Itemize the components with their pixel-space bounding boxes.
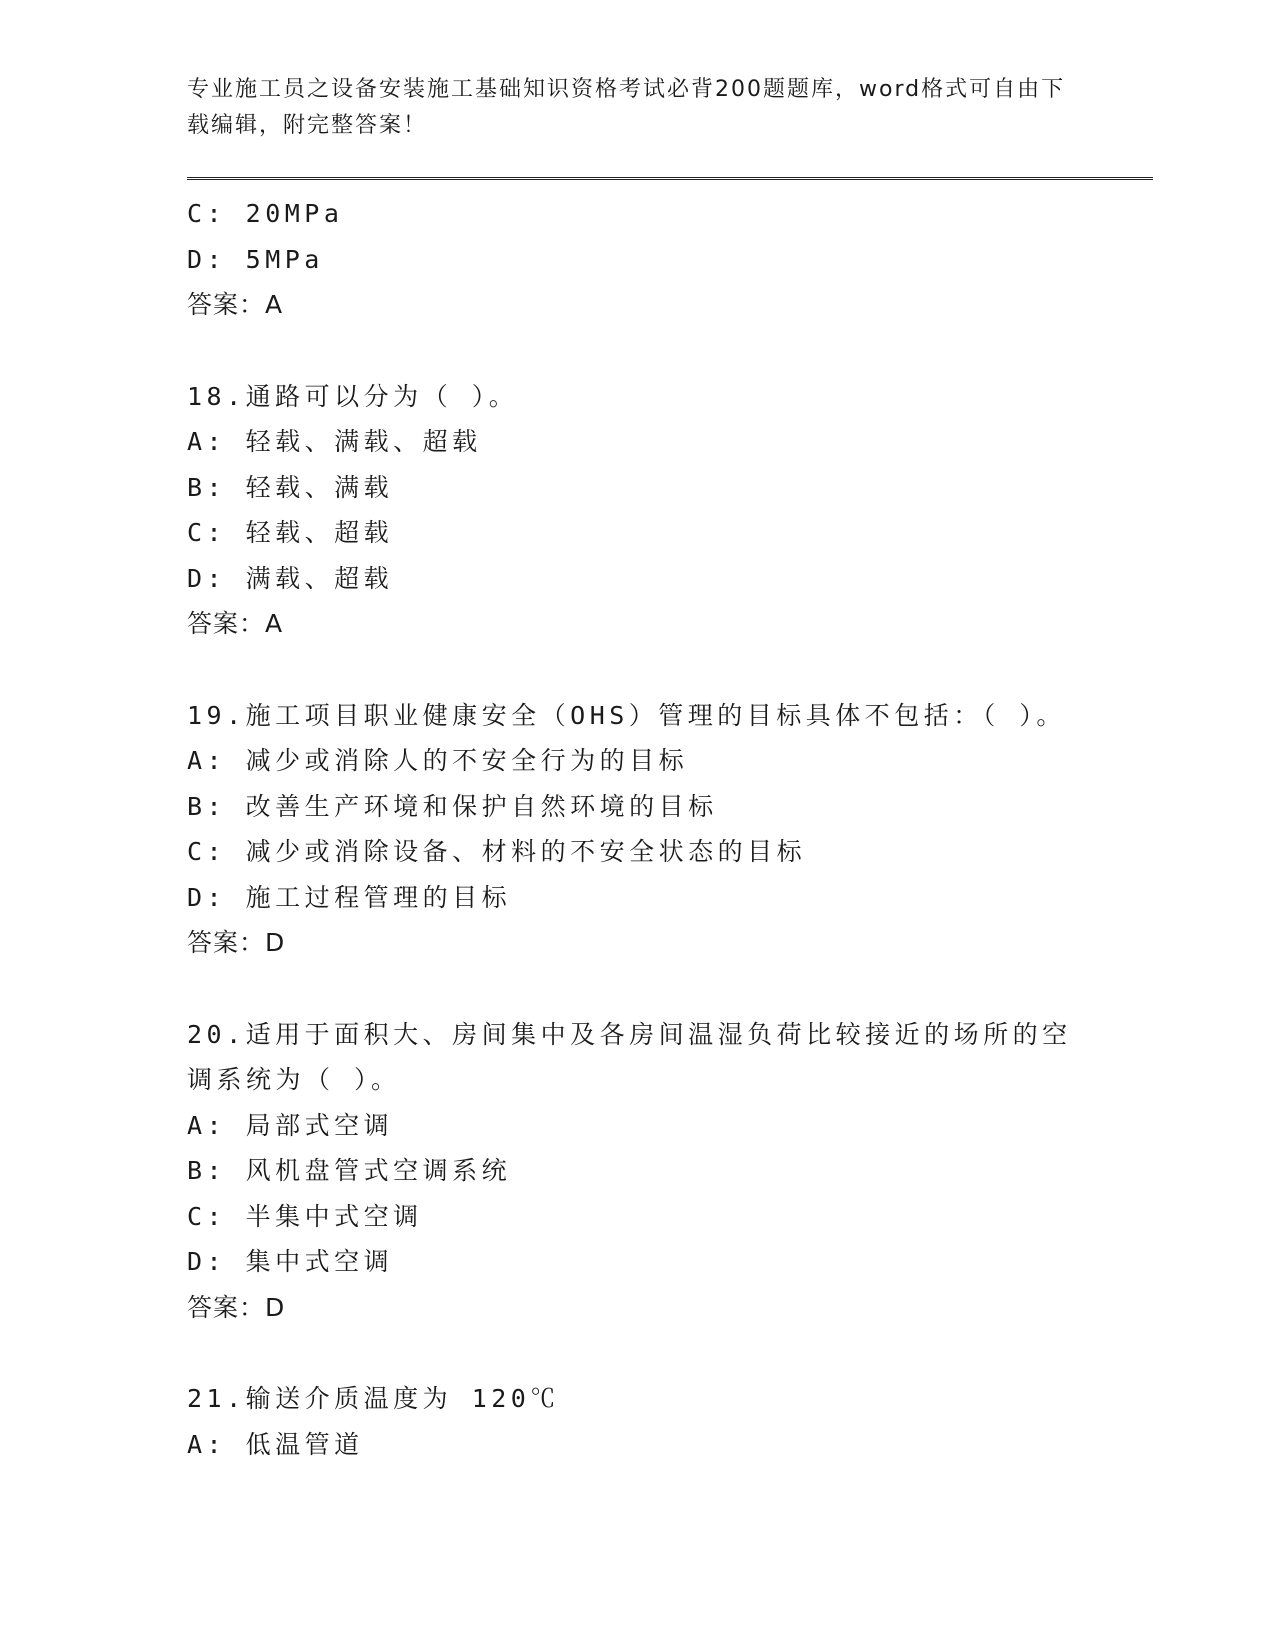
option-c: C: 20MPa (187, 199, 344, 228)
page-header: 专业施工员之设备安装施工基础知识资格考试必背200题题库，word格式可自由下载编辑，附完整答案！ (187, 77, 1066, 138)
option-c: C: 轻载、超载 (187, 518, 394, 547)
answer-line: 答案：A (187, 609, 284, 638)
option-c: C: 减少或消除设备、材料的不安全状态的目标 (187, 837, 807, 866)
option-a: A: 轻载、满载、超载 (187, 427, 482, 456)
option-a: A: 减少或消除人的不安全行为的目标 (187, 746, 689, 775)
question-17-fragment (187, 191, 1087, 328)
option-d: D: 满载、超载 (187, 563, 394, 593)
question-20 (187, 1012, 1087, 1331)
question-18 (187, 374, 1087, 647)
spacer (187, 647, 1087, 693)
question-stem: 19.施工项目职业健康安全（OHS）管理的目标具体不包括：（ ）。 (187, 700, 1066, 730)
question-21 (187, 1376, 1087, 1467)
option-d: D: 施工过程管理的目标 (187, 882, 512, 912)
spacer (187, 328, 1087, 374)
spacer (187, 1330, 1087, 1376)
answer-line: 答案：D (187, 928, 286, 957)
option-d: D: 集中式空调 (187, 1247, 394, 1276)
answer-line: 答案：D (187, 1292, 286, 1322)
option-d: D: 5MPa (187, 244, 324, 274)
document-body (187, 191, 1087, 1467)
question-stem: 20.适用于面积大、房间集中及各房间温湿负荷比较接近的场所的空调系统为（ ）。 (187, 1019, 1072, 1094)
answer-line: 答案：A (187, 290, 284, 319)
option-b: B: 风机盘管式空调系统 (187, 1156, 512, 1185)
question-stem: 18.通路可以分为（ ）。 (187, 381, 519, 411)
option-a: A: 局部式空调 (187, 1110, 394, 1140)
option-b: B: 改善生产环境和保护自然环境的目标 (187, 791, 718, 821)
option-c: C: 半集中式空调 (187, 1201, 423, 1231)
option-b: B: 轻载、满载 (187, 472, 394, 502)
question-stem: 21.输送介质温度为 120℃ (187, 1384, 560, 1413)
option-a: A: 低温管道 (187, 1429, 364, 1459)
spacer (187, 966, 1087, 1012)
question-19 (187, 693, 1087, 966)
header-divider (187, 177, 1153, 180)
